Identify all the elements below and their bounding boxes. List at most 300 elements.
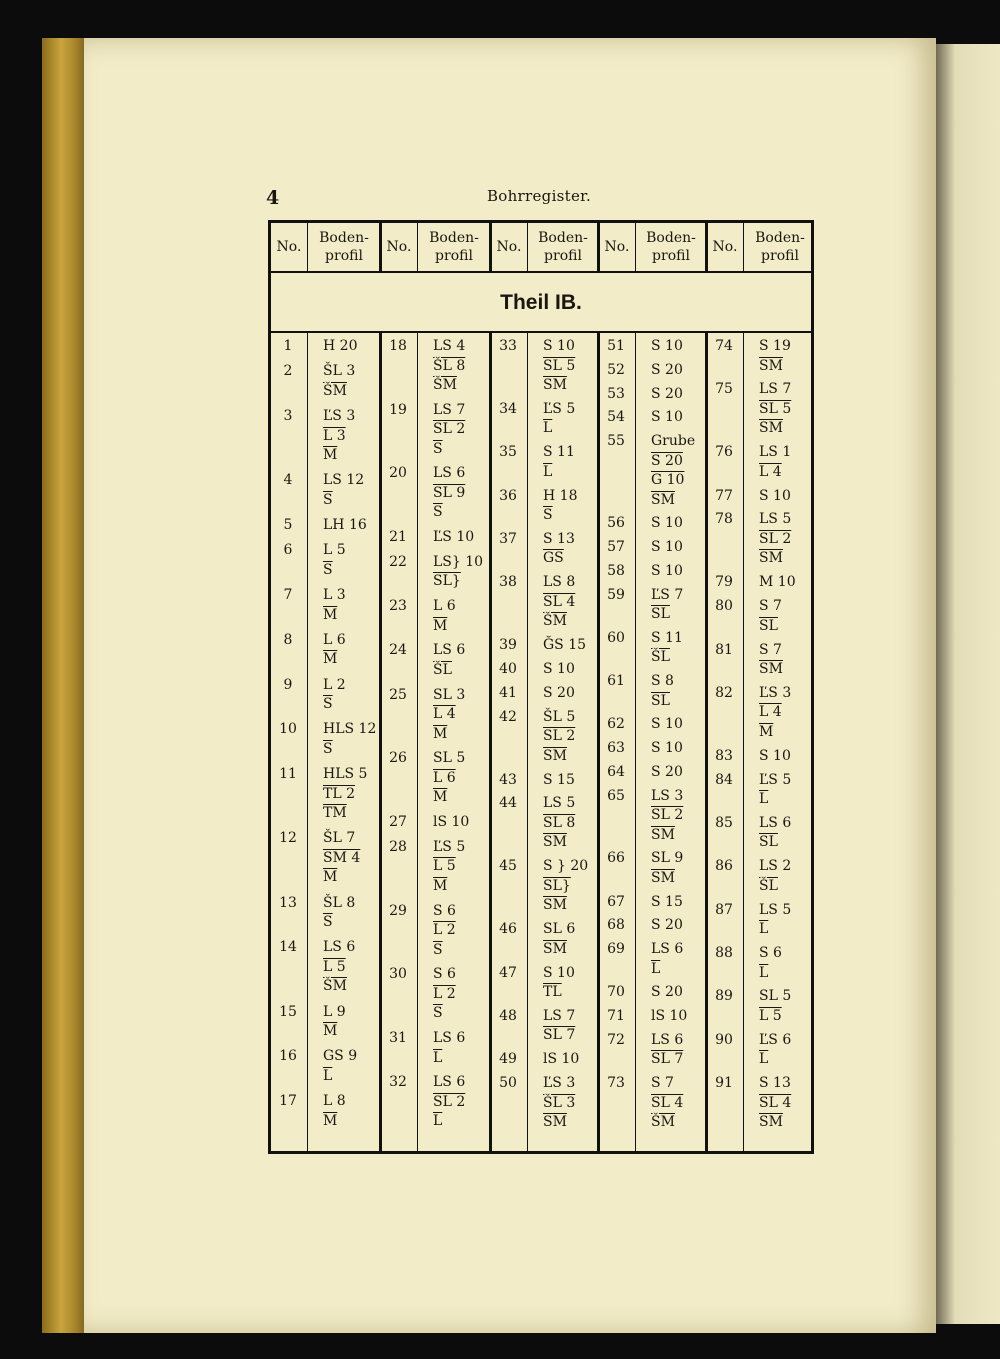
entry-bodenprofil: [759, 337, 791, 376]
entry-number: 52: [607, 361, 625, 378]
profil-layer: LS 5: [759, 901, 792, 918]
entry-bodenprofil: [433, 965, 456, 1024]
profil-layer: L 9: [323, 1003, 346, 1020]
column-header-bodenprofil-label: Boden- profil: [538, 230, 588, 264]
column-header-no-label: No.: [604, 239, 630, 255]
profil-layer: HLS 12: [323, 721, 377, 738]
profil-layer: L 4: [759, 463, 782, 480]
entry-bodenprofil: [543, 443, 575, 482]
profil-layer: LS 8: [543, 574, 576, 591]
entry-number: 8: [283, 631, 293, 648]
entry-number: 80: [715, 598, 733, 615]
profil-layer: ĽS 7: [651, 586, 684, 603]
profil-layer: $\overline{M}$: [323, 1112, 338, 1129]
profil-layer: ĞS 15: [543, 637, 587, 654]
entry-number: 17: [279, 1093, 297, 1110]
column-header-bodenprofil: [743, 223, 817, 271]
profil-layer: $\overline{S}$: [323, 561, 333, 578]
profil-layer: $\overline{S}$: [323, 914, 333, 931]
profil-layer: $\overline{M}$: [323, 869, 338, 886]
profil-layer: $\overline{SM}$: [651, 491, 675, 508]
profil-layer: HLS 5: [323, 766, 368, 783]
profil-layer: S 20: [651, 763, 683, 780]
profil-layer: S 20: [651, 984, 683, 1001]
entry-bodenprofil: [759, 641, 783, 680]
profil-layer: SL 2: [651, 807, 684, 824]
entry-bodenprofil: [433, 597, 456, 636]
column-header-no-label: No.: [386, 239, 412, 255]
entry-bodenprofil: [759, 901, 791, 940]
profil-layer: LS 12: [323, 472, 365, 489]
profil-layer: ĽS 5: [759, 771, 792, 788]
profil-layer: $\overline{M}$: [323, 606, 338, 623]
profil-layer: SL 2: [759, 530, 792, 547]
entry-bodenprofil: [543, 920, 575, 959]
entry-bodenprofil: [433, 528, 474, 548]
profil-layer: ĽS 6: [759, 1031, 792, 1048]
profil-layer: lS 10: [543, 1051, 580, 1068]
profil-layer: S 10: [651, 562, 683, 579]
entry-bodenprofil: [651, 385, 683, 405]
profil-layer: ĽS 3: [323, 408, 356, 425]
entry-number: 48: [499, 1007, 517, 1024]
profil-layer: S 11: [543, 444, 575, 461]
entry-bodenprofil: [543, 400, 575, 439]
profil-layer: $\overline{S}$: [323, 696, 333, 713]
profil-layer: S 7: [651, 1075, 674, 1092]
table-header-row: [271, 223, 811, 273]
profil-layer: SL 3: [433, 686, 466, 703]
book-page-edge: [42, 38, 90, 1333]
column-rule: [705, 223, 708, 271]
profil-layer: $\overline{ŠL}$: [433, 661, 452, 678]
entry-bodenprofil: [323, 894, 355, 933]
entry-number: 35: [499, 444, 517, 461]
profil-layer: L 5: [323, 958, 346, 975]
entry-bodenprofil: [323, 362, 355, 401]
entry-bodenprofil: [543, 530, 575, 569]
profil-layer: S 6: [433, 902, 456, 919]
entry-bodenprofil: [433, 401, 465, 460]
entry-number: 77: [715, 487, 733, 504]
entry-number: 42: [499, 708, 517, 725]
profil-layer: S 15: [651, 893, 683, 910]
entry-number: 51: [607, 338, 625, 354]
entry-number: 62: [607, 716, 625, 733]
column-rule: [489, 223, 492, 271]
page-number: 4: [266, 187, 280, 209]
column-header-no: [707, 223, 743, 271]
entry-number: 75: [715, 381, 733, 398]
entry-number: 82: [715, 684, 733, 701]
column-header-bodenprofil: [417, 223, 491, 271]
profil-layer: LS 6: [759, 814, 792, 831]
profil-layer: S 13: [759, 1075, 791, 1092]
entry-bodenprofil: [543, 708, 575, 767]
profil-layer: S 19: [759, 338, 791, 354]
entry-bodenprofil: [651, 538, 683, 558]
entry-bodenprofil: [759, 814, 791, 853]
entry-number: 25: [389, 686, 407, 703]
profil-layer: S 7: [759, 598, 782, 615]
column-rule: [635, 223, 636, 271]
entry-number: 36: [499, 487, 517, 504]
entry-bodenprofil: [759, 747, 791, 767]
profil-layer: $\overline{M}$: [759, 723, 774, 740]
profil-layer: $\overline{L}$: [759, 1051, 769, 1068]
entry-bodenprofil: [543, 337, 575, 396]
profil-layer: L 4: [433, 706, 456, 723]
profil-layer: LS 3: [651, 787, 684, 804]
profil-layer: ĽS 10: [433, 529, 475, 546]
column-rule: [417, 223, 418, 271]
profil-layer: S 8: [651, 673, 674, 690]
entry-bodenprofil: [433, 553, 483, 592]
entry-number: 6: [283, 542, 293, 559]
profil-layer: S 20: [651, 361, 683, 378]
entry-number: 41: [499, 684, 517, 701]
entry-number: 37: [499, 530, 517, 547]
profil-layer: LS 6: [433, 465, 466, 482]
entry-number: 38: [499, 574, 517, 591]
entry-number: 44: [499, 795, 517, 812]
profil-layer: $\overline{SM}$: [759, 1114, 783, 1131]
entry-number: 4: [283, 472, 293, 489]
column-header-bodenprofil-label: Boden- profil: [646, 230, 696, 264]
profil-layer: LH 16: [323, 517, 367, 534]
entry-bodenprofil: [323, 1003, 346, 1042]
entry-number: 55: [607, 433, 625, 450]
entry-bodenprofil: [543, 794, 575, 853]
profil-layer: L 6: [323, 631, 346, 648]
entry-number: 11: [279, 766, 297, 783]
entry-bodenprofil: [759, 684, 791, 743]
entry-bodenprofil: [323, 765, 367, 824]
profil-layer: SL}: [543, 877, 571, 894]
profil-layer: $\overline{SM}$: [543, 747, 567, 764]
profil-layer: $\overline{S}$: [433, 504, 443, 521]
profil-layer: L 5: [759, 1007, 782, 1024]
entry-bodenprofil: [651, 629, 683, 668]
entry-number: 88: [715, 945, 733, 962]
profil-layer: L 8: [323, 1093, 346, 1110]
profil-layer: LS 6: [433, 1030, 466, 1047]
entry-number: 84: [715, 771, 733, 788]
profil-layer: L 5: [323, 542, 346, 559]
section-row: [271, 271, 811, 333]
entry-number: 90: [715, 1031, 733, 1048]
entry-number: 20: [389, 465, 407, 482]
profil-layer: S 10: [651, 539, 683, 556]
entry-bodenprofil: [759, 944, 782, 983]
entry-number: 22: [389, 553, 407, 570]
profil-layer: SL 5: [759, 988, 792, 1005]
entry-number: 63: [607, 740, 625, 757]
entry-bodenprofil: [323, 337, 357, 357]
profil-layer: $\overline{ŠM}$: [323, 978, 347, 995]
entry-number: 67: [607, 893, 625, 910]
entry-bodenprofil: [543, 1007, 575, 1046]
column-rule: [527, 333, 528, 1151]
column-rule: [417, 333, 418, 1151]
entry-number: 71: [607, 1008, 625, 1025]
profil-layer: SM 4: [323, 849, 361, 866]
entry-number: 34: [499, 400, 517, 417]
profil-layer: S 10: [543, 338, 575, 354]
entry-number: 23: [389, 598, 407, 615]
entry-bodenprofil: [323, 471, 364, 510]
entry-number: 61: [607, 673, 625, 690]
entry-number: 54: [607, 409, 625, 426]
entry-number: 30: [389, 966, 407, 983]
profil-layer: $\overline{ŠL}$: [651, 649, 670, 666]
entry-number: 69: [607, 941, 625, 958]
entry-bodenprofil: [323, 407, 355, 466]
entry-bodenprofil: [433, 838, 465, 897]
profil-layer: SL 9: [651, 850, 684, 867]
entry-bodenprofil: [651, 739, 683, 759]
profil-layer: LS 6: [323, 939, 356, 956]
entry-bodenprofil: [323, 586, 346, 625]
section-title: Theil IB.: [500, 291, 582, 314]
profil-layer: SL 5: [759, 400, 792, 417]
profil-layer: $\overline{L}$: [759, 791, 769, 808]
profil-layer: LS 6: [651, 1031, 684, 1048]
profil-layer: S 10: [759, 487, 791, 504]
column-rule: [527, 223, 528, 271]
entry-number: 1: [283, 338, 293, 354]
profil-layer: Grube: [651, 433, 696, 450]
entry-bodenprofil: [433, 641, 465, 680]
profil-layer: LS} 10: [433, 553, 484, 570]
profil-layer: SL 5: [543, 357, 576, 374]
profil-layer: $\overline{SM}$: [759, 357, 783, 374]
column-rule: [743, 333, 744, 1151]
column-header-no-label: No.: [276, 239, 302, 255]
entry-bodenprofil: [323, 829, 360, 888]
entry-bodenprofil: [759, 573, 796, 593]
entry-number: 32: [389, 1074, 407, 1091]
entry-bodenprofil: [433, 1073, 465, 1132]
profil-layer: LS 6: [651, 941, 684, 958]
profil-layer: $\overline{TL}$: [543, 984, 562, 1001]
entry-bodenprofil: [651, 361, 683, 381]
entry-number: 56: [607, 515, 625, 532]
profil-layer: $\overline{S}$: [543, 507, 553, 524]
entry-bodenprofil: [651, 337, 683, 357]
entry-bodenprofil: [323, 541, 346, 580]
entry-number: 2: [283, 363, 293, 380]
entry-bodenprofil: [759, 857, 791, 896]
entry-bodenprofil: [543, 487, 577, 526]
profil-layer: SL 4: [759, 1094, 792, 1111]
column-header-bodenprofil: [527, 223, 599, 271]
entry-number: 64: [607, 763, 625, 780]
profil-layer: LS 7: [759, 381, 792, 398]
profil-layer: S 20: [651, 917, 683, 934]
entry-number: 72: [607, 1031, 625, 1048]
profil-layer: LS 7: [433, 401, 466, 418]
profil-layer: LS 7: [543, 1007, 576, 1024]
profil-layer: L 2: [433, 922, 456, 939]
entry-bodenprofil: [323, 1092, 346, 1131]
profil-layer: ŠL 7: [323, 830, 356, 847]
column-header-no: [381, 223, 417, 271]
entry-bodenprofil: [323, 631, 346, 670]
entry-number: 31: [389, 1030, 407, 1047]
entry-number: 73: [607, 1075, 625, 1092]
profil-layer: S 10: [651, 338, 683, 354]
profil-layer: LS 4: [433, 338, 466, 354]
entry-bodenprofil: [433, 337, 465, 396]
profil-layer: $\overline{SM}$: [759, 661, 783, 678]
profil-layer: $\overline{SM}$: [759, 550, 783, 567]
profil-layer: $\overline{L}$: [323, 1067, 333, 1084]
entry-number: 12: [279, 830, 297, 847]
entry-number: 81: [715, 641, 733, 658]
profil-layer: S 7: [759, 641, 782, 658]
entry-number: 85: [715, 814, 733, 831]
profil-layer: L 6: [433, 769, 456, 786]
profil-layer: $\overline{SL}$: [759, 617, 778, 634]
profil-layer: GS 9: [323, 1048, 358, 1065]
column-rule: [379, 223, 382, 271]
profil-layer: S 10: [543, 661, 575, 678]
profil-layer: $\overline{L}$: [433, 1113, 443, 1130]
profil-layer: $\overline{L}$: [759, 921, 769, 938]
profil-layer: LS 5: [759, 511, 792, 528]
entry-number: 29: [389, 902, 407, 919]
column-header-bodenprofil-label: Boden- profil: [319, 230, 369, 264]
profil-layer: $\overline{ŠM}$: [323, 382, 347, 399]
entry-bodenprofil: [651, 432, 695, 510]
column-rule: [635, 333, 636, 1151]
profil-layer: $\overline{S}$: [323, 740, 333, 757]
column-rule: [597, 333, 600, 1151]
entry-number: 19: [389, 401, 407, 418]
profil-layer: SL 9: [433, 484, 466, 501]
entry-number: 65: [607, 787, 625, 804]
entry-bodenprofil: [759, 771, 791, 810]
profil-layer: L 2: [323, 676, 346, 693]
entry-bodenprofil: [433, 686, 465, 745]
profil-layer: $\overline{SM}$: [543, 940, 567, 957]
profil-layer: L 5: [433, 858, 456, 875]
profil-layer: $\overline{M}$: [433, 725, 448, 742]
profil-layer: $\overline{TM}$: [323, 805, 347, 822]
entry-number: 58: [607, 562, 625, 579]
entry-number: 9: [283, 676, 293, 693]
column-header-no: [271, 223, 307, 271]
profil-layer: $\overline{GS}$: [543, 550, 564, 567]
profil-layer: $\overline{M}$: [323, 1023, 338, 1040]
entry-number: 57: [607, 539, 625, 556]
entry-number: 91: [715, 1075, 733, 1092]
entry-bodenprofil: [759, 510, 791, 569]
entry-number: 21: [389, 529, 407, 546]
profil-layer: S 10: [759, 747, 791, 764]
profil-layer: S 6: [433, 966, 456, 983]
profil-layer: S 15: [543, 771, 575, 788]
entry-bodenprofil: [651, 940, 683, 979]
profil-layer: $\overline{SL}$: [651, 606, 670, 623]
profil-layer: $\overline{L}$: [651, 960, 661, 977]
profil-layer: SL 7: [543, 1027, 576, 1044]
entry-bodenprofil: [323, 938, 355, 997]
profil-layer: S 10: [651, 716, 683, 733]
entry-number: 18: [389, 338, 407, 354]
profil-layer: S 20: [651, 452, 683, 469]
profil-layer: S 13: [543, 530, 575, 547]
profil-layer: ŠL 5: [543, 708, 576, 725]
profil-layer: $\overline{M}$: [433, 617, 448, 634]
column-rule: [307, 333, 308, 1151]
entry-bodenprofil: [651, 916, 683, 936]
profil-layer: SL 2: [543, 728, 576, 745]
entry-bodenprofil: [543, 660, 575, 680]
profil-layer: ŠL 3: [323, 363, 356, 380]
profil-layer: L 2: [433, 985, 456, 1002]
profil-layer: $\overline{ŠM}$: [543, 613, 567, 630]
column-rule: [705, 333, 708, 1151]
entry-bodenprofil: [759, 443, 791, 482]
entry-bodenprofil: [323, 676, 346, 715]
entry-bodenprofil: [433, 902, 456, 961]
entry-number: 87: [715, 901, 733, 918]
entry-number: 45: [499, 858, 517, 875]
profil-layer: $\overline{M}$: [323, 651, 338, 668]
profil-layer: lS 10: [433, 814, 470, 831]
column-rule: [597, 223, 600, 271]
profil-layer: LS 6: [433, 1074, 466, 1091]
entry-bodenprofil: [651, 715, 683, 735]
entry-number: 7: [283, 587, 293, 604]
profil-layer: S 11: [651, 629, 683, 646]
profil-layer: SL 7: [651, 1051, 684, 1068]
profil-layer: SL 2: [433, 1093, 466, 1110]
table-body: [271, 333, 811, 1153]
entry-number: 66: [607, 850, 625, 867]
profil-layer: S 10: [543, 964, 575, 981]
profil-layer: $\overline{SL}$: [759, 834, 778, 851]
profil-layer: $\overline{M}$: [433, 789, 448, 806]
profil-layer: $\overline{S}$: [433, 1005, 443, 1022]
entry-bodenprofil: [323, 516, 367, 536]
profil-layer: TL 2: [323, 785, 355, 802]
entry-bodenprofil: [433, 464, 465, 523]
entry-number: 3: [283, 408, 293, 425]
column-header-no: [491, 223, 527, 271]
entry-bodenprofil: [651, 893, 683, 913]
entry-number: 47: [499, 964, 517, 981]
profil-layer: $\overline{L}$: [759, 964, 769, 981]
entry-bodenprofil: [759, 1074, 791, 1133]
profil-layer: M 10: [759, 574, 796, 591]
column-header-no-label: No.: [712, 239, 738, 255]
profil-layer: $\overline{SM}$: [759, 420, 783, 437]
entry-bodenprofil: [543, 964, 575, 1003]
entry-number: 10: [279, 721, 297, 738]
profil-layer: ĽS 3: [759, 684, 792, 701]
profil-layer: ŠL 3: [543, 1094, 576, 1111]
entry-bodenprofil: [543, 771, 575, 791]
profil-layer: $\overline{ŠL}$: [759, 877, 778, 894]
entry-number: 40: [499, 661, 517, 678]
profil-layer: ŠL 8: [433, 357, 466, 374]
entry-number: 59: [607, 586, 625, 603]
entry-number: 60: [607, 629, 625, 646]
entry-number: 49: [499, 1051, 517, 1068]
